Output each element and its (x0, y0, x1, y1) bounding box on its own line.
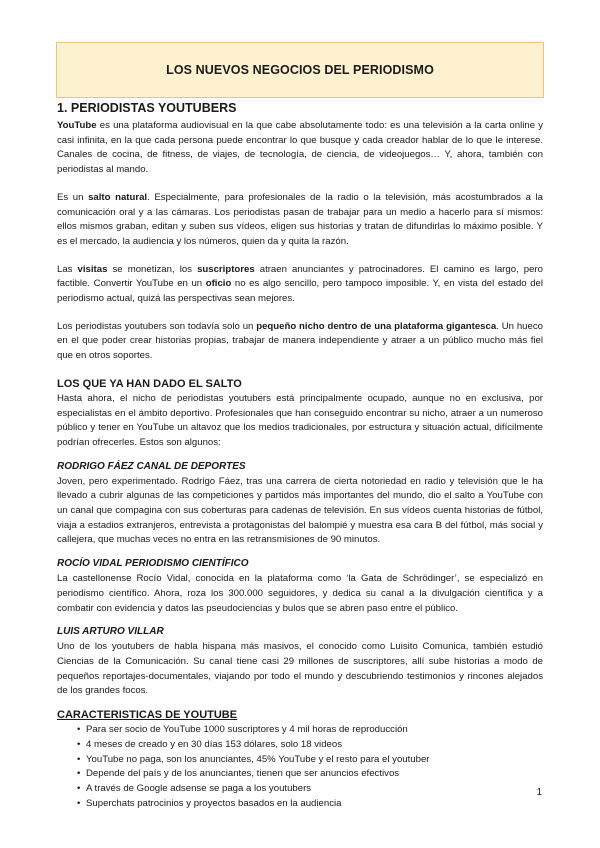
page-number: 1 (536, 787, 542, 798)
paragraph: Hasta ahora, el nicho de periodistas youtubers está principalmente ocupado, aunque no en exclusiva, por especialistas en el ámbito deportivo. Profesionales que han conseguido encontrar su nicho, atraer a un numeroso público y tener en YouTube un altavoz que los medios tradicionales, por estructura y situación actual, difícilmente podrían ofrecerles. Estos son algunos: (57, 392, 543, 448)
document-body (57, 101, 543, 811)
person-paragraph: Uno de los youtubers de habla hispana más masivos, el conocido como Luisito Comunica, también estudió Ciencias de la Comunicación. Su canal tiene casi 29 millones de suscriptores, allí sube historias a modo de pequeños reportajes-documentales, viajando por todo el mundo y descubriendo testimonios y rincones alejados de los grandes focos. (57, 641, 543, 697)
list-item: • Para ser socio de YouTube 1000 suscriptores y 4 mil horas de reproducción (77, 723, 543, 738)
paragraph: Las visitas se monetizan, los suscriptores atraen anunciantes y patrocinadores. El camino es largo, pero factible. Convertir YouTube en un oficio no es algo sencillo, pero tampoco imposible. Y, en vista del estado del periodismo actual, quizá las perspectivas sean mejores. (57, 263, 543, 305)
person-paragraph: La castellonense Rocío Vidal, conocida en la plataforma como ‘la Gata de Schrödinger’, se especializó en periodismo científico. Ahora, roza los 300.000 seguidores, y dedica su canal a la divulgación científica y a combatir con evidencia y datos las pseudociencias y bulos que se abren paso entre el público. (57, 573, 543, 614)
person-paragraph: Joven, pero experimentado. Rodrigo Fáez, tras una carrera de cierta notoriedad en radio y televisión que le ha llevado a cubrir algunas de las competiciones y partidos más importantes del mundo, dio el salto a YouTube con un canal que compagina con sus coberturas para cadenas de televisión. En sus vídeos cuenta historias de fútbol, viaja a estadios extranjeros, entrevista a protagonistas del balompié y muestra esa cara B del fútbol, más social y callejera, que muchas veces no entra en las retransmisiones de 90 minutos. (57, 475, 543, 546)
section-heading-youtubers: 1. PERIODISTAS YOUTUBERS (57, 101, 237, 115)
list-item: • A través de Google adsense se paga a los youtubers (77, 782, 543, 797)
list-item: • YouTube no paga, son los anunciantes, 45% YouTube y el resto para el youtuber (77, 753, 543, 768)
list-item: • Depende del país y de los anunciantes, tienen que ser anuncios efectivos (77, 767, 543, 782)
characteristics-list (57, 723, 543, 811)
person-heading: LUIS ARTURO VILLAR (57, 626, 164, 638)
list-item: • 4 meses de creado y en 30 días 153 dólares, solo 18 videos (77, 738, 543, 753)
paragraph: Los periodistas youtubers son todavía solo un pequeño nicho dentro de una plataforma gigantesca. Un hueco en el que poder crear historias propias, trabajar de manera independiente y atraer a un público mucho más fiel que en otros soportes. (57, 320, 543, 362)
list-item: • Superchats patrocinios y proyectos basados en la audiencia (77, 797, 543, 812)
paragraph: Es un salto natural. Especialmente, para profesionales de la radio o la televisión, más acostumbrados a la comunicación oral y a las cámaras. Los periodistas pasan de trabajar para un medio a hacerlo para sí mismos: ellos mismos graban, editan y suben sus vídeos, eligen sus historias y tratan de difundirlas lo máximo posible. Y es el mercado, la audiencia y los números, quien da y quita la razón. (57, 191, 543, 247)
paragraph: YouTube es una plataforma audiovisual en la que cabe absolutamente todo: es una televisión a la carta online y casi infinita, en la que cada persona puede encontrar lo que busque y cada creador hablar de lo que le interese. Canales de cocina, de fitness, de viajes, de tecnología, de ciencia, de videojuegos… Y, ahora, también con periodistas al mando. (57, 120, 543, 176)
person-heading: ROCÍO VIDAL PERIODISMO CIENTÍFICO (57, 558, 249, 570)
document-title: LOS NUEVOS NEGOCIOS DEL PERIODISMO (166, 63, 434, 77)
section-heading-caracteristicas: CARACTERISTICAS DE YOUTUBE (57, 709, 238, 722)
title-banner (56, 42, 544, 98)
section-heading-salto: LOS QUE YA HAN DADO EL SALTO (57, 377, 242, 390)
person-heading: RODRIGO FÁEZ CANAL DE DEPORTES (57, 460, 246, 472)
